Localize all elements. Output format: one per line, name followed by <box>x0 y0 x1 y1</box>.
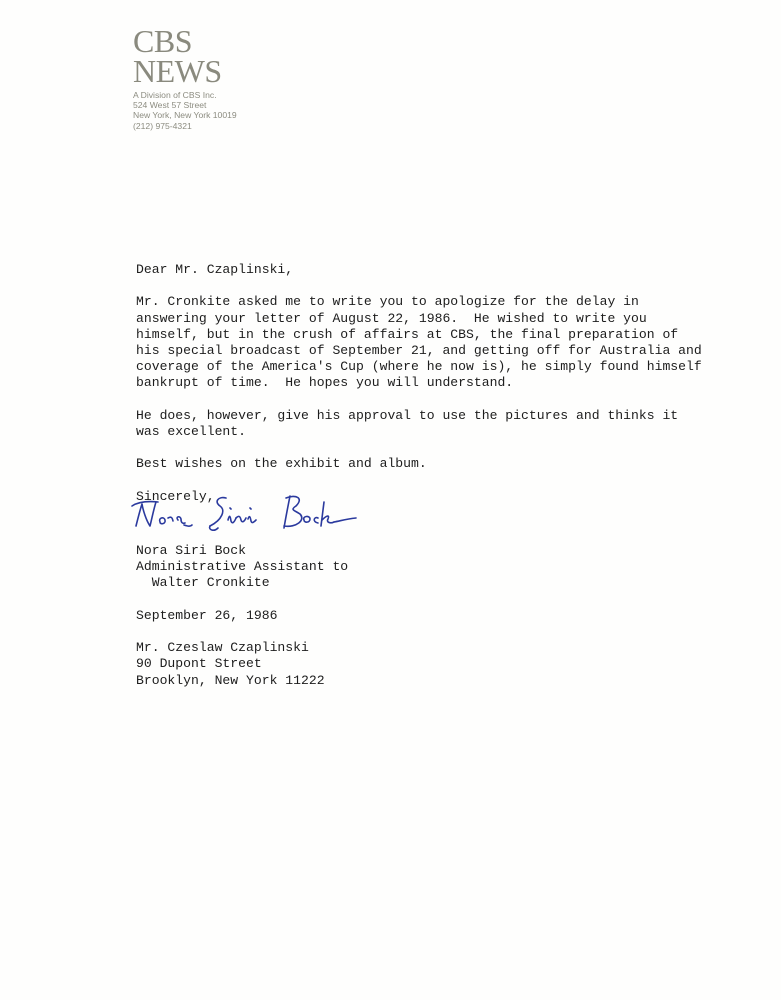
closing: Sincerely, <box>136 488 215 504</box>
recipient-address <box>136 640 736 689</box>
address-line: New York, New York 10019 <box>133 110 237 121</box>
signer-name: Nora Siri Bock <box>136 542 247 558</box>
paragraph-line: bankrupt of time. He hopes you will understand. <box>136 375 514 391</box>
recipient-line: 90 Dupont Street <box>136 656 262 672</box>
signer-title: Administrative Assistant to <box>136 559 349 575</box>
paragraph-line: answering your letter of August 22, 1986. He wished to write you <box>136 310 647 326</box>
letterhead <box>133 23 333 131</box>
letter-body <box>136 262 736 689</box>
paragraph-line: coverage of the America's Cup (where he now is), he simply found himself <box>136 359 702 375</box>
recipient-line: Mr. Czeslaw Czaplinski <box>136 640 309 656</box>
signer-title-2: Walter Cronkite <box>136 575 270 591</box>
paragraph-line: himself, but in the crush of affairs at CBS, the final preparation of <box>136 326 679 342</box>
address-line: 524 West 57 Street <box>133 100 207 111</box>
paragraph-1 <box>136 294 736 391</box>
handwritten-signature <box>130 488 370 540</box>
paragraph-line: his special broadcast of September 21, and getting off for Australia and <box>136 343 702 358</box>
logo-news: NEWS <box>133 53 222 89</box>
paragraph-line: was excellent. <box>136 424 247 439</box>
letter-date: September 26, 1986 <box>136 607 278 623</box>
recipient-line: Brooklyn, New York 11222 <box>136 672 325 688</box>
paragraph-line: He does, however, give his approval to use the pictures and thinks it <box>136 407 679 423</box>
paragraph-line: Mr. Cronkite asked me to write you to apologize for the delay in <box>136 294 639 310</box>
letterhead-address <box>133 90 333 131</box>
salutation: Dear Mr. Czaplinski, <box>136 262 294 277</box>
address-line: (212) 975-4321 <box>133 120 192 131</box>
address-line: A Division of CBS Inc. <box>133 90 217 100</box>
logo-cbs: CBS <box>133 23 192 59</box>
paragraph-2 <box>136 408 736 440</box>
paragraph-3: Best wishes on the exhibit and album. <box>136 456 427 472</box>
